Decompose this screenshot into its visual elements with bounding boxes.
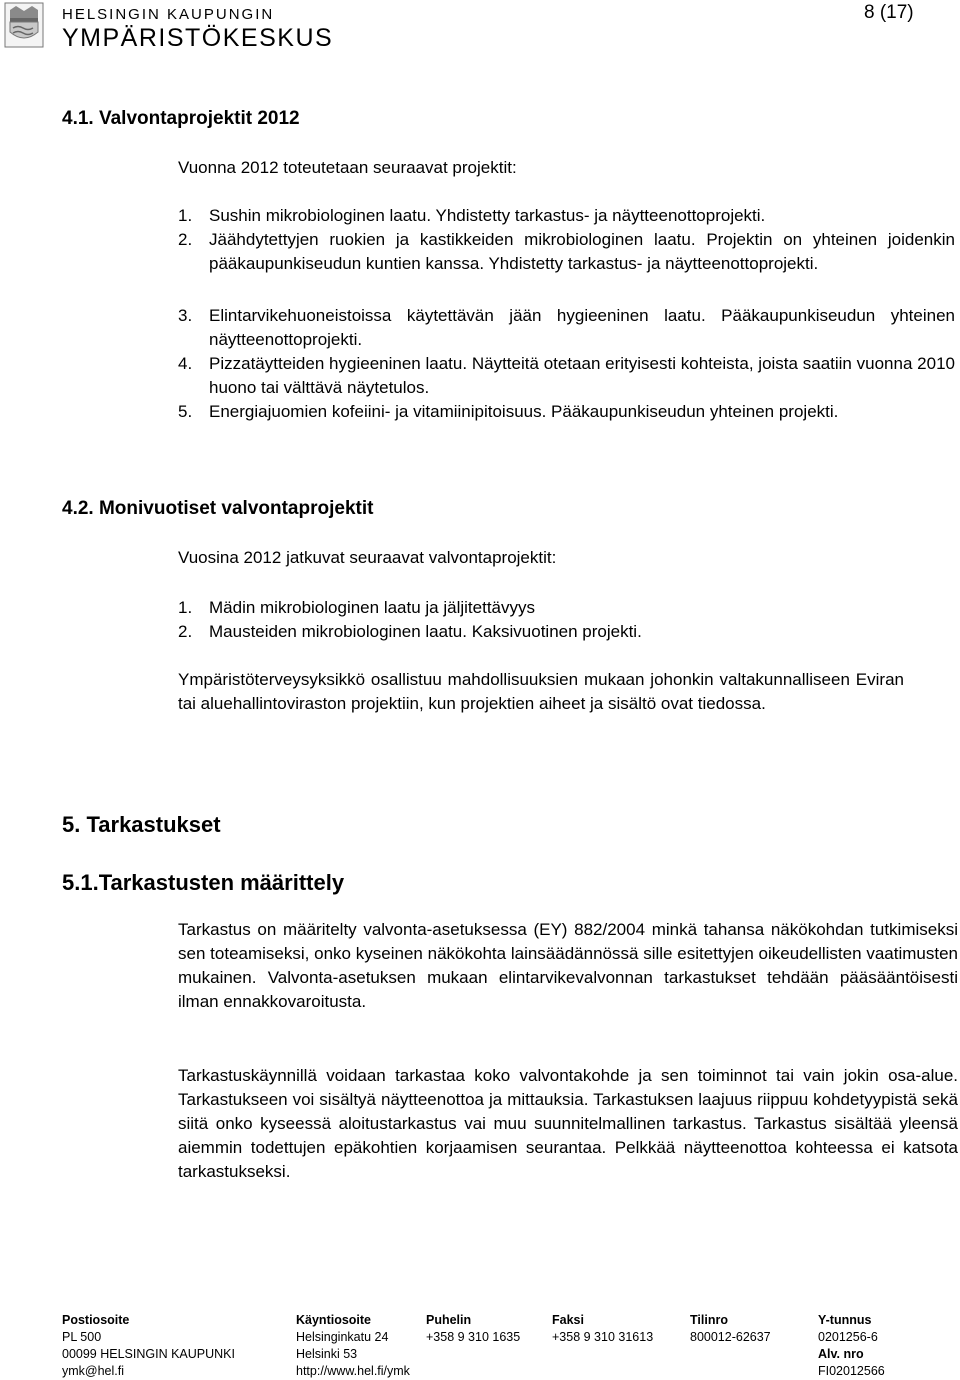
list-item-number: 4.	[178, 354, 193, 373]
footer-business-id: Y-tunnus 0201256-6 Alv. nro FI02012566	[818, 1313, 885, 1378]
section-4-2-intro: Vuosina 2012 jatkuvat seuraavat valvontaprojektit:	[178, 548, 557, 567]
list-item-text: Mädin mikrobiologinen laatu ja jäljitettävyys	[209, 598, 535, 617]
section-4-1-intro: Vuonna 2012 toteutetaan seuraavat projektit:	[178, 158, 517, 177]
list-item-number: 2.	[178, 230, 193, 249]
organization-name: HELSINGIN KAUPUNGIN	[62, 6, 275, 23]
heading-4-1: 4.1. Valvontaprojektit 2012	[62, 108, 300, 129]
list-item-number: 5.	[178, 402, 193, 421]
list-item-text: Elintarvikehuoneistoissa käytettävän jään hygieeninen laatu. Pääkaupunkiseudun yhteinen näytteenottoprojekti.	[209, 306, 955, 349]
footer-email-link[interactable]: ymk@hel.fi	[62, 1364, 125, 1378]
department-name: YMPÄRISTÖKESKUS	[62, 24, 334, 52]
list-item-text: Jäähdytettyjen ruokien ja kastikkeiden mikrobiologinen laatu. Projektin on yhteinen joidenkin pääkaupunkiseudun kuntien kanssa. Yhdistetty tarkastus- ja näytteenottoprojekti.	[209, 230, 955, 273]
list-item-number: 2.	[178, 622, 193, 641]
section-5-1-paragraph-1: Tarkastus on määritelty valvonta-asetuksessa (EY) 882/2004 minkä tahansa näkökohdan tutkimiseksi sen toteamiseksi, onko kyseinen näkökohta lainsäädännössä sille esitettyjen oikeudellisten vaatimusten mukainen. Valvonta-asetuksen mukaan elintarvikevalvonnan tarkastukset tehdään pääsääntöisesti ilman ennakkovaroitusta.	[178, 920, 958, 1011]
heading-5: 5. Tarkastukset	[62, 812, 221, 837]
list-item-text: Energiajuomien kofeiini- ja vitamiinipitoisuus. Pääkaupunkiseudun yhteinen projekti.	[209, 402, 839, 421]
list-item-text: Mausteiden mikrobiologinen laatu. Kaksivuotinen projekti.	[209, 622, 642, 641]
list-item-text: Sushin mikrobiologinen laatu. Yhdistetty tarkastus- ja näytteenottoprojekti.	[209, 206, 766, 225]
heading-4-2: 4.2. Monivuotiset valvontaprojektit	[62, 498, 374, 519]
footer-phone: Puhelin +358 9 310 1635	[426, 1313, 521, 1344]
heading-5-1: 5.1.Tarkastusten määrittely	[62, 870, 345, 895]
list-item-number: 3.	[178, 306, 193, 325]
footer-account: Tilinro 800012-62637	[690, 1313, 771, 1344]
page-number: 8 (17)	[864, 2, 914, 23]
footer-visiting-address: Käyntiosoite Helsinginkatu 24 Helsinki 53 http://www.hel.fi/ymk	[296, 1313, 410, 1378]
list-item-text: Pizzatäytteiden hygieeninen laatu. Näytteitä otetaan erityisesti kohteista, joista saatiin vuonna 2010 huono tai välttävä näytetulos.	[209, 354, 955, 397]
footer-website-link[interactable]: http://www.hel.fi/ymk	[296, 1364, 410, 1378]
footer-fax: Faksi +358 9 310 31613	[552, 1313, 654, 1344]
section-4-2-paragraph: Ympäristöterveysyksikkö osallistuu mahdollisuuksien mukaan johonkin valtakunnalliseen Eviran tai aluehallintoviraston projektiin, kun projektien aiheet ja sisältö ovat tiedossa.	[178, 670, 904, 713]
list-item-number: 1.	[178, 598, 193, 617]
list-item-number: 1.	[178, 206, 193, 225]
section-5-1-paragraph-2: Tarkastuskäynnillä voidaan tarkastaa koko valvontakohde ja sen toiminnot tai vain jokin osa-alue. Tarkastukseen voi sisältyä näytteenottoa ja mittauksia. Tarkastuksen laajuus riippuu kohdetyypistä sekä siitä onko kyseessä aloitustarkastus vai muu suunnitelmallinen tarkastus. Tarkastus sisältää yleensä aiemmin todettujen epäkohtien korjaamisen seurantaa. Pelkkää näytteenottoa kohteessa ei katsota tarkastukseksi.	[178, 1066, 958, 1181]
city-crest-logo	[4, 2, 44, 48]
footer-postal-address: Postiosoite PL 500 00099 HELSINGIN KAUPUNKI ymk@hel.fi	[62, 1313, 235, 1378]
